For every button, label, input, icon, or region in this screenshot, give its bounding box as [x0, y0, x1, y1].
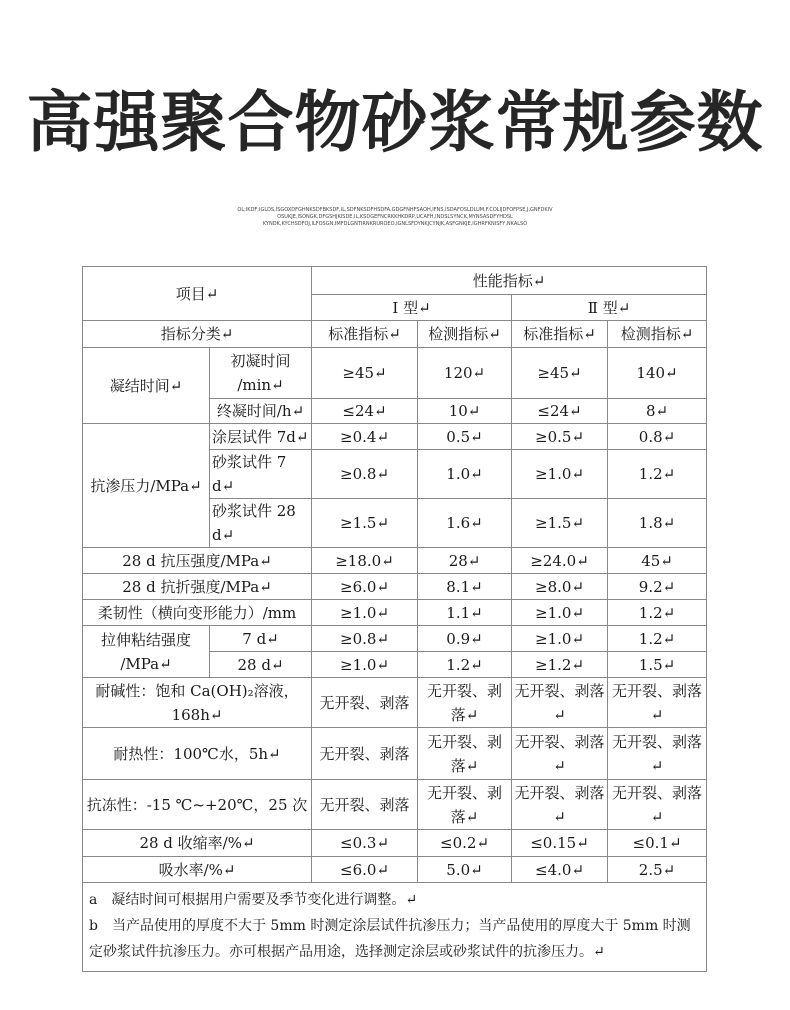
table-cell: ≤0.1↵ — [608, 830, 707, 857]
table-cell: ≤6.0↵ — [312, 857, 418, 883]
impermeability-label: 抗渗压力/MPa↵ — [83, 424, 210, 548]
table-cell: 1.2↵ — [608, 600, 707, 626]
table-cell: 无开裂、剥落↵ — [512, 728, 608, 780]
initial-setting-label: 初凝时间 /min↵ — [210, 348, 312, 399]
table-cell: ≥45↵ — [312, 348, 418, 399]
table-cell: 1.8↵ — [608, 499, 707, 548]
item-label: 耐碱性：饱和 Ca(OH)₂溶液，168h↵ — [83, 678, 312, 728]
table-cell: 1.6↵ — [418, 499, 512, 548]
item-label: 28 d 收缩率/%↵ — [83, 830, 312, 857]
table-cell: 无开裂、剥落 — [312, 728, 418, 780]
table-cell: ≥1.0↵ — [312, 600, 418, 626]
small-print-line: OL;IKDF;IGLDS,ISGOXDFGHNKSDFBKSDF,IL,SDFNKSDFHSDFA,GDGFNHFSAOH,IFNS,ISDAFOSLDLUM,F.COLIJDFOFPSE,J,GNFDKIV — [237, 207, 553, 213]
table-cell: 140↵ — [608, 348, 707, 399]
small-print — [200, 207, 590, 228]
table-cell: 1.2↵ — [418, 652, 512, 678]
table-cell: ≥0.4↵ — [312, 424, 418, 450]
table-cell: 8.1↵ — [418, 574, 512, 600]
table-cell: 无开裂、剥落↵ — [418, 780, 512, 830]
header-category: 指标分类↵ — [83, 321, 312, 348]
sub-item-label: 涂层试件 7d↵ — [210, 424, 312, 450]
table-cell: ≥1.0↵ — [512, 626, 608, 652]
table-cell: ≤4.0↵ — [512, 857, 608, 883]
table-cell: 无开裂、剥落 — [312, 780, 418, 830]
table-cell: 无开裂、剥落↵ — [608, 780, 707, 830]
table-cell: 无开裂、剥落↵ — [608, 728, 707, 780]
bond-strength-label: 拉伸粘结强度 /MPa↵ — [83, 626, 210, 678]
setting-time-label: 凝结时间↵ — [83, 348, 210, 424]
sub-item-label: 7 d↵ — [210, 626, 312, 652]
item-label: 柔韧性（横向变形能力）/mm — [83, 600, 312, 626]
header-std-1: 标准指标↵ — [312, 321, 418, 348]
small-print-line: KYNDK,KYCHSDFOJ,ILFOSGN,IMFDLGNTIRNKRUROEO,IGNLSFDYNKJCYNJK,ASFGNKJE,IGHRFKNISFY,NKALSO — [262, 221, 528, 227]
table-cell: ≤24↵ — [512, 399, 608, 424]
table-cell: 1.2↵ — [608, 450, 707, 499]
table-cell: ≤0.2↵ — [418, 830, 512, 857]
sub-item-label: 砂浆试件 7 d↵ — [210, 450, 312, 499]
table-cell: 1.5↵ — [608, 652, 707, 678]
header-type-2: Ⅱ 型↵ — [512, 295, 707, 321]
sub-item-label: 28 d↵ — [210, 652, 312, 678]
table-cell: ≥0.8↵ — [312, 450, 418, 499]
item-label: 抗冻性：-15 ℃~+20℃，25 次 — [83, 780, 312, 830]
table-cell: 2.5↵ — [608, 857, 707, 883]
table-cell: 0.5↵ — [418, 424, 512, 450]
item-label: 耐热性：100℃水，5h↵ — [83, 728, 312, 780]
table-cell: 8↵ — [608, 399, 707, 424]
final-setting-label: 终凝时间/h↵ — [210, 399, 312, 424]
table-cell: 9.2↵ — [608, 574, 707, 600]
sub-item-label: 砂浆试件 28 d↵ — [210, 499, 312, 548]
header-test-2: 检测指标↵ — [608, 321, 707, 348]
table-cell: 无开裂、剥落 — [312, 678, 418, 728]
table-cell: 0.8↵ — [608, 424, 707, 450]
table-cell: 无开裂、剥落↵ — [418, 678, 512, 728]
table-cell: ≥0.8↵ — [312, 626, 418, 652]
table-cell: 无开裂、剥落↵ — [608, 678, 707, 728]
table-cell: 无开裂、剥落↵ — [512, 780, 608, 830]
parameter-table — [82, 266, 707, 972]
table-cell: 10↵ — [418, 399, 512, 424]
table-cell: ≥6.0↵ — [312, 574, 418, 600]
table-cell: ≤24↵ — [312, 399, 418, 424]
table-cell: ≥1.5↵ — [312, 499, 418, 548]
table-cell: ≥24.0↵ — [512, 548, 608, 574]
table-cell: 5.0↵ — [418, 857, 512, 883]
parameter-table-wrapper — [82, 266, 706, 972]
table-cell: 28↵ — [418, 548, 512, 574]
table-cell: ≤0.3↵ — [312, 830, 418, 857]
table-cell: ≤0.15↵ — [512, 830, 608, 857]
table-cell: 1.2↵ — [608, 626, 707, 652]
table-cell: ≥1.2↵ — [512, 652, 608, 678]
table-cell: ≥1.0↵ — [312, 652, 418, 678]
note-a: a 凝结时间可根据用户需要及季节变化进行调整。↵ — [89, 892, 418, 908]
table-cell: 120↵ — [418, 348, 512, 399]
table-notes — [83, 883, 707, 972]
table-cell: ≥45↵ — [512, 348, 608, 399]
header-item: 项目↵ — [83, 267, 312, 321]
small-print-line: OSUKJE,ISONGK,DFGSHJKISDE,IL,KSDGEFNCRKKHKDRP,UCAFH,INDSLSYNCK,MYNSASDFYHDSL — [277, 214, 513, 220]
table-cell: 1.1↵ — [418, 600, 512, 626]
table-cell: 0.9↵ — [418, 626, 512, 652]
table-cell: ≥0.5↵ — [512, 424, 608, 450]
table-cell: 无开裂、剥落↵ — [418, 728, 512, 780]
table-cell: 无开裂、剥落↵ — [512, 678, 608, 728]
table-cell: 45↵ — [608, 548, 707, 574]
table-cell: ≥1.0↵ — [512, 600, 608, 626]
item-label: 28 d 抗折强度/MPa↵ — [83, 574, 312, 600]
table-cell: 1.0↵ — [418, 450, 512, 499]
item-label: 28 d 抗压强度/MPa↵ — [83, 548, 312, 574]
header-type-1: Ⅰ 型↵ — [312, 295, 512, 321]
table-cell: ≥18.0↵ — [312, 548, 418, 574]
item-label: 吸水率/%↵ — [83, 857, 312, 883]
table-cell: ≥8.0↵ — [512, 574, 608, 600]
header-test-1: 检测指标↵ — [418, 321, 512, 348]
page-title: 高强聚合物砂浆常规参数 — [26, 84, 764, 161]
table-cell: ≥1.5↵ — [512, 499, 608, 548]
table-cell: ≥1.0↵ — [512, 450, 608, 499]
header-std-2: 标准指标↵ — [512, 321, 608, 348]
header-performance: 性能指标↵ — [312, 267, 707, 295]
note-b: b 当产品使用的厚度不大于 5mm 时测定涂层试件抗渗压力；当产品使用的厚度大于 5mm 时测定砂浆试件抗渗压力。亦可根据产品用途，选择测定涂层或砂浆试件的抗渗压力。↵ — [89, 918, 691, 960]
